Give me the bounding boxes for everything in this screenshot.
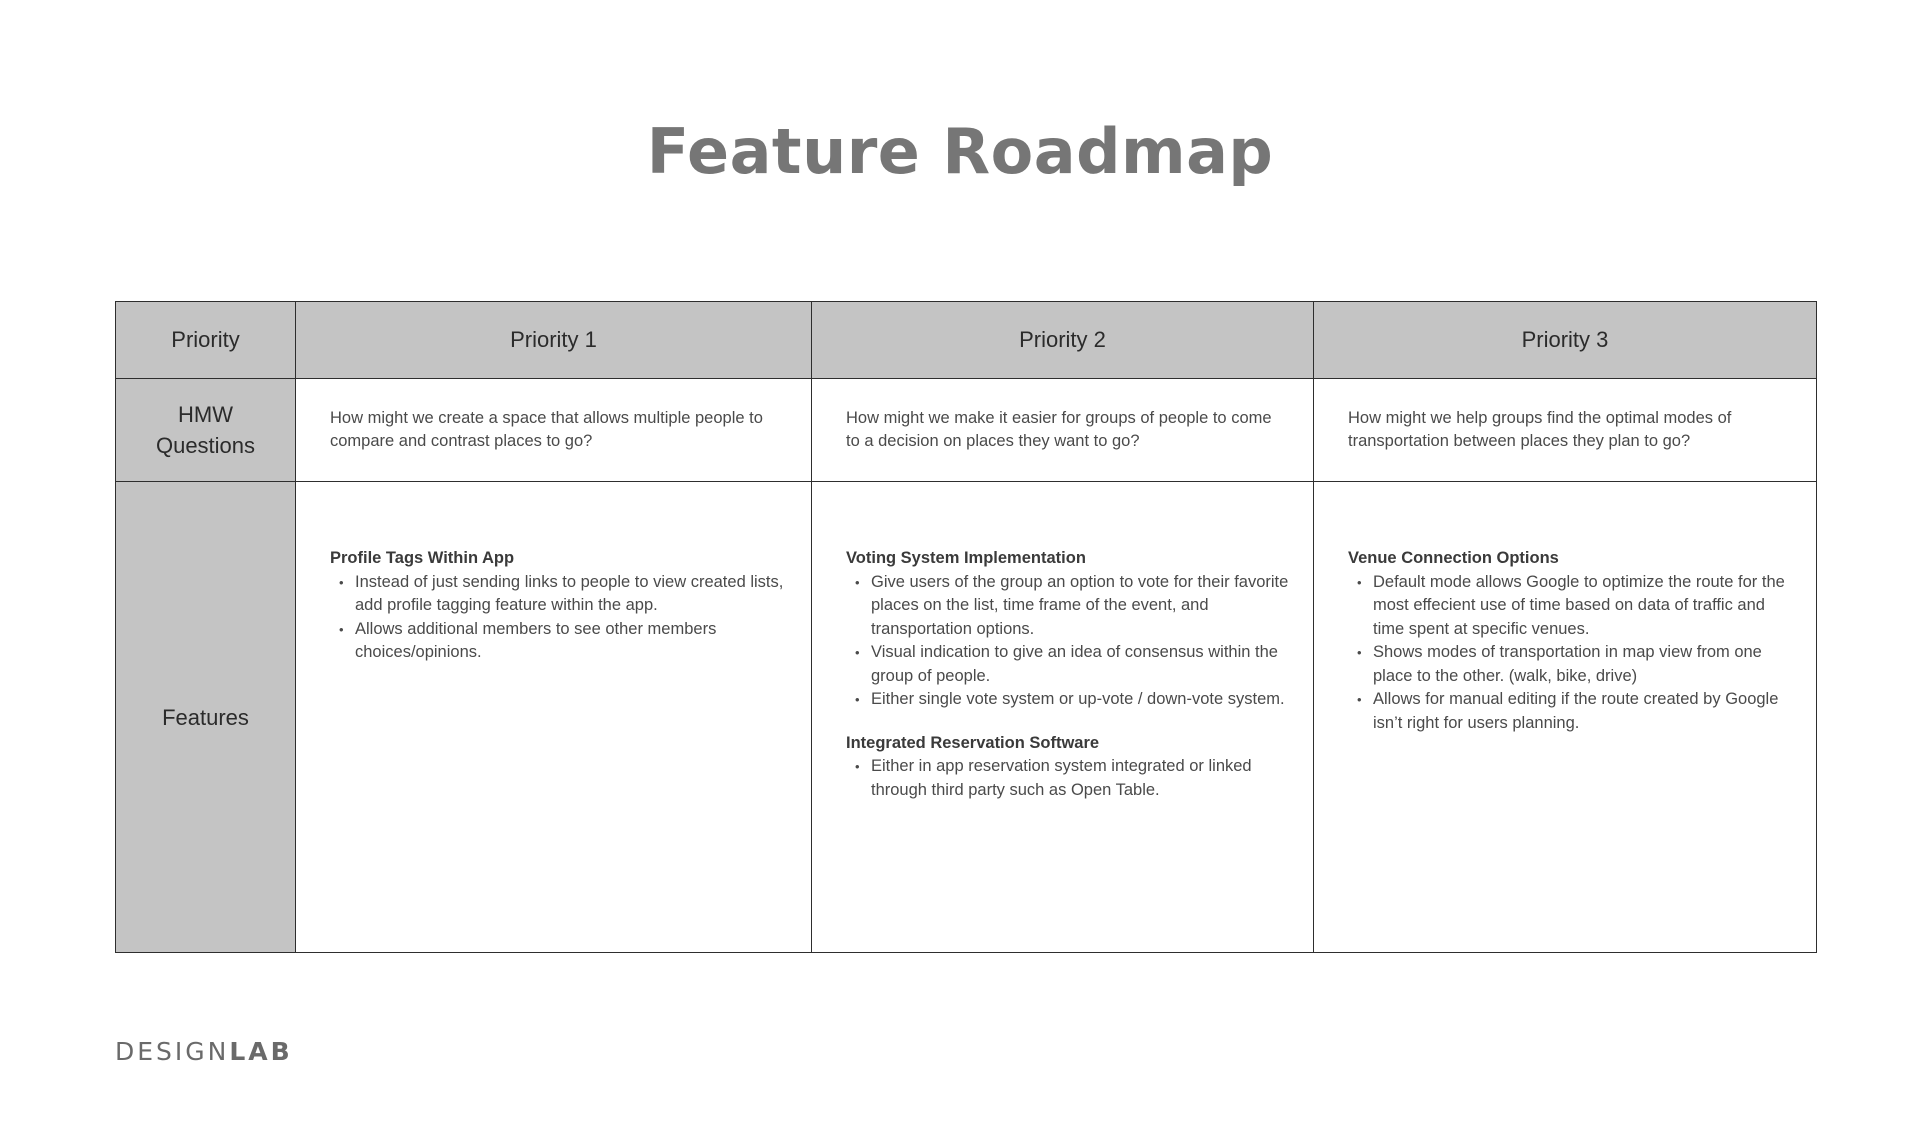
designlab-logo [115,1037,293,1067]
hmw-question-cell-2 [812,379,1314,482]
features-row [116,482,1817,953]
header-cell-priority-2: Priority 2 [812,302,1314,379]
features-cell-1 [296,482,812,953]
page-title: Feature Roadmap [646,115,1274,188]
row-label-hmw-line2: Questions [155,433,256,458]
feature-group [846,732,1297,803]
feature-bullet-list [846,571,1297,712]
feature-bullet-list [1348,571,1800,736]
row-label-hmw [116,379,296,482]
row-label-hmw-line1: HMW [178,402,233,427]
hmw-question-cell-3 [1314,379,1817,482]
feature-title: Voting System Implementation [846,549,1086,567]
header-cell-priority-1: Priority 1 [296,302,812,379]
logo-text-design: DESIGN [115,1037,230,1066]
hmw-question-text: How might we create a space that allows multiple people to compare and contrast places to go? [330,409,763,450]
feature-bullet: • Instead of just sending links to people to view created lists, add profile tagging feature within the app. [330,571,795,618]
feature-bullet: • Visual indication to give an idea of consensus within the group of people. [846,641,1297,688]
hmw-question-cell-1 [296,379,812,482]
header-cell-priority-3: Priority 3 [1314,302,1817,379]
feature-bullet-list [330,571,795,665]
feature-bullet: • Give users of the group an option to vote for their favorite places on the list, time frame of the event, and transportation options. [846,571,1297,642]
feature-group [1348,547,1800,735]
feature-bullet: • Either single vote system or up-vote / down-vote system. [846,688,1297,712]
feature-bullet: • Allows for manual editing if the route created by Google isn’t right for users planning. [1348,688,1800,735]
table-header-row [116,302,1817,379]
feature-bullet: • Allows additional members to see other members choices/opinions. [330,618,795,665]
feature-roadmap-table [115,301,1817,953]
feature-title: Integrated Reservation Software [846,733,1100,752]
hmw-question-text: How might we make it easier for groups of people to come to a decision on places they want to go? [846,409,1272,450]
header-cell-priority: Priority [116,302,296,379]
features-cell-3 [1314,482,1817,953]
feature-group [846,547,1297,712]
feature-bullet: • Shows modes of transportation in map view from one place to the other. (walk, bike, drive) [1348,641,1800,688]
hmw-questions-row [116,379,1817,482]
row-label-features: Features [116,482,296,953]
feature-bullet-list [846,755,1297,802]
feature-title: Profile Tags Within App [330,549,515,567]
feature-title: Venue Connection Options [1348,549,1559,567]
feature-bullet: • Default mode allows Google to optimize the route for the most effecient use of time based on data of traffic and time spent at specific venues. [1348,571,1800,642]
feature-bullet: • Either in app reservation system integrated or linked through third party such as Open Table. [846,755,1297,802]
logo-text-lab: LAB [229,1037,293,1066]
features-cell-2 [812,482,1314,953]
hmw-question-text: How might we help groups find the optimal modes of transportation between places they plan to go? [1348,409,1732,450]
feature-group [330,547,795,665]
